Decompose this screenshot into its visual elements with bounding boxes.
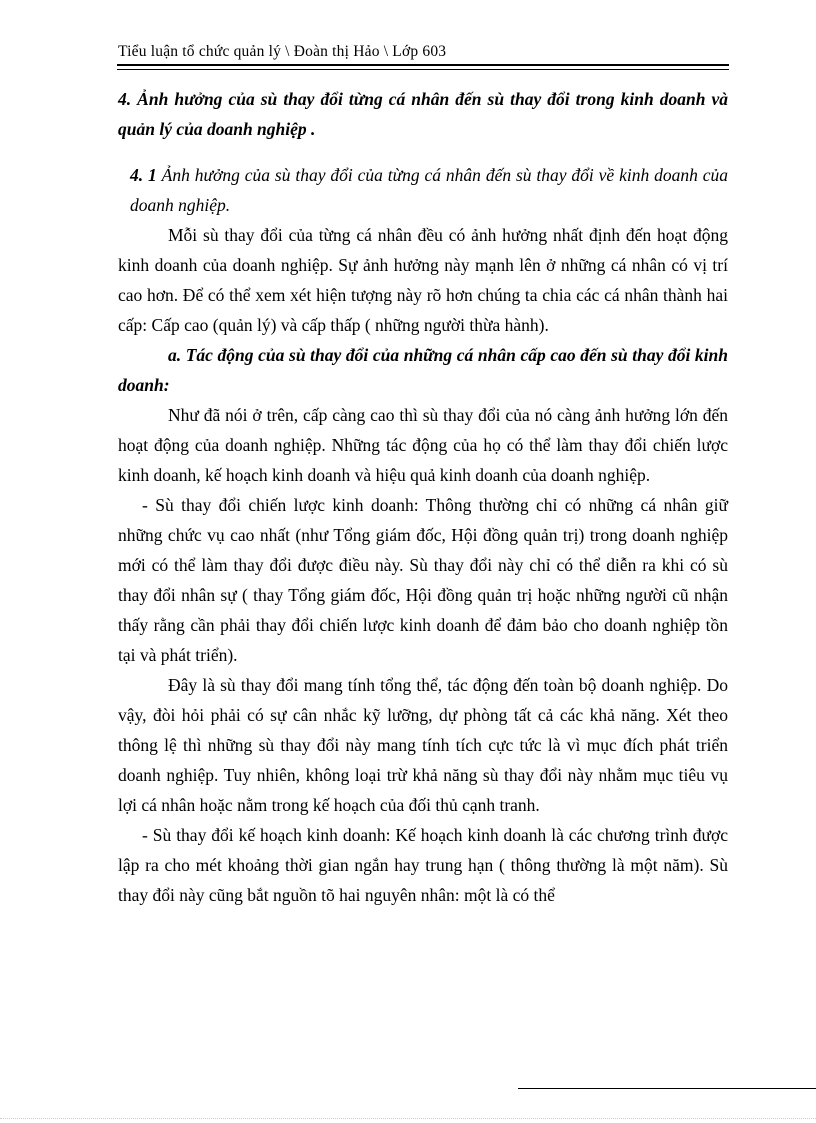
paragraph-plan-change: - Sù thay đổi kế hoạch kinh doanh: Kế hoạch kinh doanh là các chương trình được lập ra cho mét khoảng thời gian ngắn hay trung hạn ( thông thường là một năm). Sù thay đổi này cũng bắt nguồn tõ hai nguyên nhân: một là có thể [118, 825, 728, 905]
paragraph-overall-change: Đây là sù thay đổi mang tính tổng thể, tác động đến toàn bộ doanh nghiệp. Do vậy, đòi hỏi phải có sự cân nhắc kỹ lưỡng, dự phòng tất cả các khả năng. Xét theo thông lệ thì những sù thay đổi này mang tính tích cực tức là vì mục đích phát triển doanh nghiệp. Tuy nhiên, không loại trừ khả năng sù thay đổi này nhằm mục tiêu vụ lợi cá nhân hoặc nằm trong kế hoạch của đối thủ cạnh tranh. [118, 675, 728, 815]
header-rule-thin [117, 69, 729, 70]
paragraph-intro: Mỗi sù thay đổi của từng cá nhân đều có ảnh hưởng nhất định đến hoạt động kinh doanh của doanh nghiệp. Sự ảnh hưởng này mạnh lên ở những cá nhân có vị trí cao hơn. Để có thể xem xét hiện tượng này rõ hơn chúng ta chia các cá nhân thành hai cấp: Cấp cao (quản lý) và cấp thấp ( những người thừa hành). [118, 225, 728, 335]
subsection-heading [118, 160, 728, 220]
paragraph-high-level: Như đã nói ở trên, cấp càng cao thì sù thay đổi của nó càng ảnh hưởng lớn đến hoạt động của doanh nghiệp. Những tác động của họ có thể làm thay đổi chiến lược kinh doanh, kế hoạch kinh doanh và hiệu quả kinh doanh của doanh nghiệp. [118, 405, 728, 485]
spacer [118, 144, 728, 160]
running-header: Tiểu luận tổ chức quản lý \ Đoàn thị Hảo \ Lớp 603 [118, 43, 447, 60]
section-heading: 4. Ảnh hưởng của sù thay đổi từng cá nhân đến sù thay đổi trong kinh doanh và quản lý của doanh nghiệp . [118, 89, 728, 139]
paragraph-strategy-change: - Sù thay đổi chiến lược kinh doanh: Thông thường chỉ có những cá nhân giữ những chức vụ cao nhất (như Tổng giám đốc, Hội đồng quản trị) trong doanh nghiệp mới có thể làm thay đổi được điều này. Sù thay đổi này chỉ có thể diễn ra khi có sù thay đổi nhân sự ( thay Tổng giám đốc, Hội đồng quản trị hoặc những người cũ nhận thấy rằng cần phải thay đổi chiến lược kinh doanh để đảm bảo cho doanh nghiệp tồn tại và phát triển). [118, 495, 728, 665]
document-body [118, 84, 728, 910]
subsection-title: Ảnh hưởng của sù thay đổi của từng cá nhân đến sù thay đổi về kinh doanh của doanh nghiệp. [130, 165, 728, 215]
header-rule-thick [117, 64, 729, 66]
footer-rule [518, 1088, 816, 1089]
subsection-number: 4. 1 [130, 165, 157, 185]
heading-a: a. Tác động của sù thay đổi của những cá nhân cấp cao đến sù thay đổi kinh doanh: [118, 345, 728, 395]
page-bottom-edge [0, 1118, 816, 1119]
